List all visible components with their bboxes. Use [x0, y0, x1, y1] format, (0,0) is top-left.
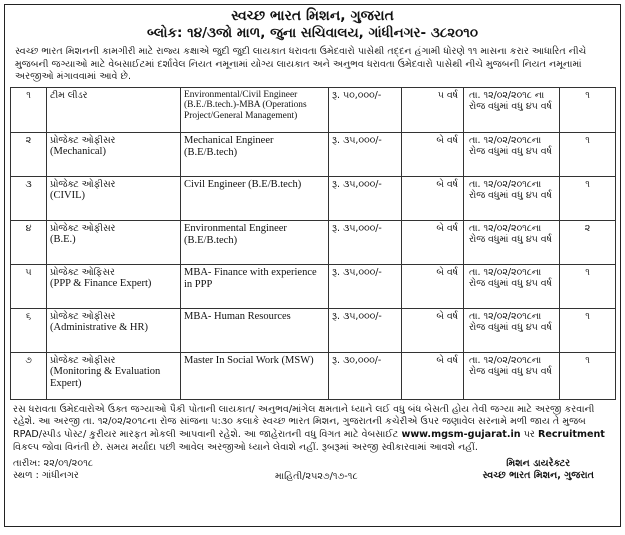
table-row	[11, 352, 616, 399]
age-limit: તા. ૧૨/૦૨/૨૦૧૮ના રોજ વધુમાં વધુ ૪૫ વર્ષ	[464, 132, 560, 176]
age-limit: તા. ૧૨/૦૨/૨૦૧૮ ના રોજ વધુમાં વધુ ૪૫ વર્ષ	[464, 87, 560, 132]
page-title: સ્વચ્છ ભારત મિશન, ગુજરાત	[231, 8, 394, 24]
age-limit: તા. ૧૨/૦૨/૨૦૧૮ના રોજ વધુમાં વધુ ૪૫ વર્ષ	[464, 176, 560, 220]
footer-text-3: વિકલ્પ જોવા વિનંતી છે. સમય મર્યાદા પછી આવેલ અરજીઓ ધ્યાને લેવાશે નહીં. રૂબરૂમાં અરજી સ્વીકારવામાં આવશે નહીં.	[13, 441, 478, 453]
office-address: બ્લોક: ૧૪/૩જો માળ, જુના સચિવાલય, ગાંધીનગર- ૩૮૨૦૧૦	[146, 25, 479, 41]
post-name-english: (CIVIL)	[50, 190, 85, 201]
post-name-gujarati: પ્રોજેક્ટ ઓફિસર	[50, 266, 115, 278]
post-name	[47, 264, 181, 308]
vacancy-count: ૧	[560, 132, 616, 176]
qualification: Civil Engineer (B.E/B.tech)	[181, 176, 329, 220]
table-row	[11, 264, 616, 308]
contract-period: બે વર્ષ	[402, 132, 464, 176]
post-name-gujarati: પ્રોજેક્ટ ઓફીસર	[50, 222, 116, 234]
header	[5, 5, 620, 42]
post-name	[47, 132, 181, 176]
website-link[interactable]: www.mgsm-gujarat.in	[401, 429, 521, 441]
vacancy-count: ૧	[560, 87, 616, 132]
contract-period: બે વર્ષ	[402, 264, 464, 308]
reference-number: માહિતી/૨૫૨૭/૧૭-૧૮	[275, 470, 358, 482]
salary: રૂ. ૩૫,૦૦૦/-	[329, 220, 402, 264]
intro-paragraph: સ્વચ્છ ભારત મિશનની કામગીરી માટે રાજ્ય કક્ષાએ જુદી જુદી લાયકાત ધરાવતા ઉમેદવારો પાસેથી તદ્દન હંગામી ધોરણે ૧૧ માસના કરાર આધારિત નીચે મુજબની જગ્યાઓ માટે વેબસાઈટમાં દર્શાવેલ નિયત નમૂનામાં યોગ્ય લાયકાત અને અનુભવ ધરાવતા ઉમેદવારો પાસેથી નીચે મુજબની નિયત નમૂનામાં અરજીઓ મંગાવવામાં આવે છે.	[15, 46, 587, 82]
salary: રૂ. ૩૫,૦૦૦/-	[329, 308, 402, 352]
date-place	[13, 458, 93, 483]
salary: રૂ. ૩૫,૦૦૦/-	[329, 264, 402, 308]
post-name-gujarati: પ્રોજેક્ટ ઓફીસર	[50, 310, 116, 322]
bottom-block	[13, 458, 612, 488]
table-row	[11, 87, 616, 132]
issue-place: સ્થળ : ગાંધીનગર	[13, 470, 79, 482]
post-name-gujarati: પ્રોજેક્ટ ઓફીસર	[50, 178, 116, 190]
salary: રૂ. ૩૫,૦૦૦/-	[329, 176, 402, 220]
table-row	[11, 220, 616, 264]
vacancy-count: ૧	[560, 352, 616, 399]
age-limit: તા. ૧૨/૦૨/૨૦૧૮ના રોજ વધુમાં વધુ ૪૫ વર્ષ	[464, 308, 560, 352]
salary: રૂ. ૫૦,૦૦૦/-	[329, 87, 402, 132]
post-name-english: (B.E.)	[50, 234, 76, 245]
post-name-english: (Mechanical)	[50, 146, 106, 157]
post-name	[47, 220, 181, 264]
qualification: Environmental Engineer (B.E/B.tech)	[181, 220, 329, 264]
vacancy-count: ૨	[560, 220, 616, 264]
post-name-gujarati: ટીમ લીડર	[50, 89, 88, 101]
row-number: ૨	[11, 132, 47, 176]
signatory	[482, 458, 594, 483]
footer-text-2: પર	[523, 429, 538, 441]
row-number: ૭	[11, 352, 47, 399]
salary: રૂ. ૩૫,૦૦૦/-	[329, 132, 402, 176]
post-name-english: (PPP & Finance Expert)	[50, 278, 152, 289]
post-name	[47, 87, 181, 132]
row-number: ૩	[11, 176, 47, 220]
contract-period: બે વર્ષ	[402, 220, 464, 264]
contract-period: બે વર્ષ	[402, 308, 464, 352]
post-name-english: (Administrative & HR)	[50, 322, 148, 333]
age-limit: તા. ૧૨/૦૨/૨૦૧૮ના રોજ વધુમાં વધુ ૪૫ વર્ષ	[464, 220, 560, 264]
row-number: ૬	[11, 308, 47, 352]
row-number: ૧	[11, 87, 47, 132]
vacancy-count: ૧	[560, 308, 616, 352]
qualification: Environmental/Civil Engineer (B.E./B.tech.)-MBA (Operations Project/General Management)	[181, 87, 329, 132]
contract-period: બે વર્ષ	[402, 352, 464, 399]
issue-date: તારીખ: ૨૨/૦૧/૨૦૧૮	[13, 457, 94, 469]
recruitment-option: Recruitment	[537, 429, 605, 441]
table-row	[11, 176, 616, 220]
signatory-title: મિશન ડાયરેક્ટર	[506, 457, 571, 469]
row-number: ૪	[11, 220, 47, 264]
vacancy-count: ૧	[560, 176, 616, 220]
post-name-english: (Monitoring & Evaluation Expert)	[50, 366, 161, 389]
contract-period: ૫ વર્ષ	[402, 87, 464, 132]
contract-period: બે વર્ષ	[402, 176, 464, 220]
vacancy-table	[10, 87, 616, 400]
footer-text-1: રસ ધરાવતા ઉમેદવારોએ ઉક્ત જગ્યાઓ પૈકી પોતાની લાયકાત/ અનુભવ/માંગેલ ક્ષમતાને ધ્યાને લઈ વધુ બંધ બેસતી હોય તેવી જગ્યા માટે અરજી કરવાની રહેશે. આ અરજી તા. ૧૨/૦૨/૨૦૧૮ના રોજ સાંજના ૫:૩૦ કલાકે સ્વચ્છ ભારત મિશન, ગુજરાતની કચેરીએ ઉપર જણાવેલ સરનામે મળી જાય તે મુજબ RPAD/સ્પીડ પોસ્ટ/ કુરીયર મારફત મોકલી આપવાની રહેશે. આ જાહેરાતની વધુ વિગત માટે વેબસાઈટ	[13, 403, 595, 441]
advertisement-page	[4, 4, 621, 527]
post-name	[47, 352, 181, 399]
post-name	[47, 176, 181, 220]
footer-paragraph	[5, 400, 620, 455]
post-name-gujarati: પ્રોજેક્ટ ઓફીસર	[50, 354, 116, 366]
qualification: MBA- Finance with experience in PPP	[181, 264, 329, 308]
table-row	[11, 132, 616, 176]
table-row	[11, 308, 616, 352]
post-name-gujarati: પ્રોજેક્ટ ઓફીસર	[50, 134, 116, 146]
qualification: Mechanical Engineer (B.E/B.tech)	[181, 132, 329, 176]
vacancy-count: ૧	[560, 264, 616, 308]
age-limit: તા. ૧૨/૦૨/૨૦૧૮ના રોજ વધુમાં વધુ ૪૫ વર્ષ	[464, 352, 560, 399]
age-limit: તા. ૧૨/૦૨/૨૦૧૮ના રોજ વધુમાં વધુ ૪૫ વર્ષ	[464, 264, 560, 308]
qualification: Master In Social Work (MSW)	[181, 352, 329, 399]
post-name	[47, 308, 181, 352]
salary: રૂ. ૩૦,૦૦૦/-	[329, 352, 402, 399]
qualification: MBA- Human Resources	[181, 308, 329, 352]
row-number: ૫	[11, 264, 47, 308]
signatory-org: સ્વચ્છ ભારત મિશન, ગુજરાત	[482, 470, 594, 482]
